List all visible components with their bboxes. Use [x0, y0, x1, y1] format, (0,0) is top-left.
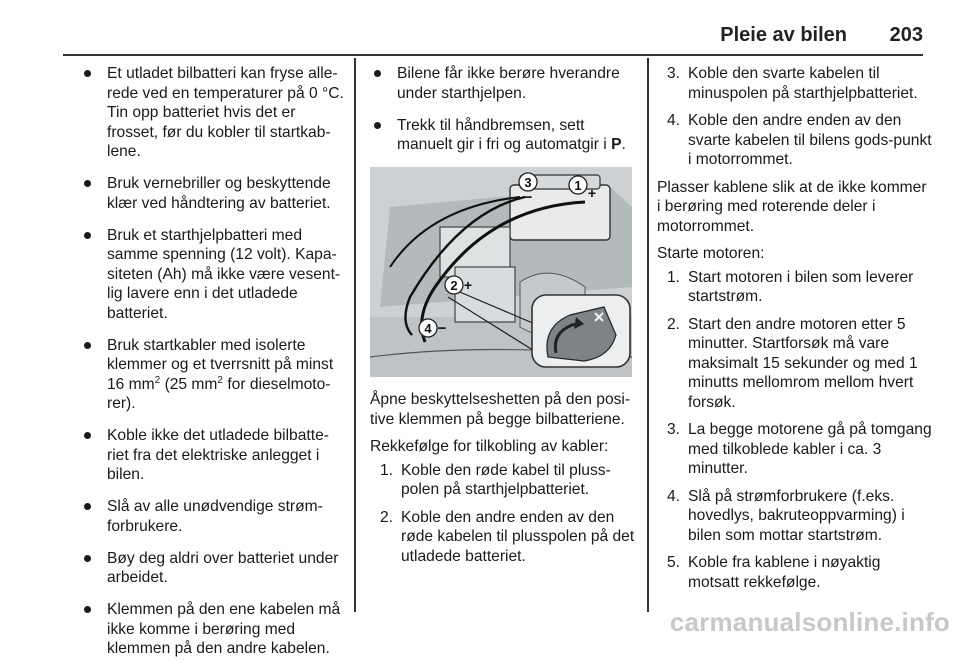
figure-caption: Åpne beskyttelseshetten på den posi-tive klemmen på begge bilbatteriene. [370, 391, 631, 428]
figure-label-4: 4 [424, 321, 432, 336]
step-number: 2. [380, 508, 394, 526]
start-heading: Starte motoren: [657, 245, 765, 262]
figure-label-1: 1 [574, 178, 582, 193]
list-item [80, 336, 348, 414]
step-number: 1. [667, 268, 681, 286]
connection-steps-cont [663, 64, 933, 170]
list-item [663, 268, 933, 307]
column-divider-1 [354, 58, 356, 612]
list-item-text: for dieselmoto-rer). [107, 375, 331, 412]
list-item [663, 315, 933, 413]
connection-steps [376, 461, 638, 567]
list-item [663, 111, 933, 170]
list-item [376, 508, 638, 567]
step-text: Start motoren i bilen som leverer startstrøm. [688, 268, 914, 305]
step-number: 5. [667, 554, 681, 571]
gear-letter: P [611, 136, 622, 153]
list-item: Bruk vernebriller og beskyttende klær ved håndtering av batteriet. [80, 174, 348, 213]
figure-label-3: 3 [524, 175, 532, 190]
list-item: Bøy deg aldri over batteriet under arbeidet. [80, 549, 348, 588]
plus-mark: + [587, 185, 597, 201]
step-text: Koble den svarte kabelen til minuspolen på starthjelpbatteriet. [688, 65, 918, 102]
column-1 [80, 64, 348, 671]
step-text: Slå på strømforbrukere (f.eks. hovedlys, bakruteoppvarming) i bilen som mottar startstrøm. [688, 487, 905, 544]
step-text: La begge motorene gå på tomgang med tilkoblede kabler i ca. 3 minutter. [688, 421, 932, 477]
step-number: 4. [667, 112, 681, 129]
cable-placement-note: Plasser kablene slik at de ikke kommer i berøring med roterende deler i motorrommet. [657, 178, 927, 235]
list-item-text: . [621, 136, 626, 153]
precautions-list [80, 64, 348, 659]
header-rule [63, 54, 923, 56]
step-text: Koble den røde kabel til pluss-polen på starthjelpbatteriet. [401, 461, 611, 498]
sequence-heading: Rekkefølge for tilkobling av kabler: [370, 438, 609, 455]
list-item: Slå av alle unødvendige strøm-forbrukere. [80, 497, 348, 536]
column-3 [657, 64, 933, 600]
list-item: Bilene får ikke berøre hverandre under starthjelpen. [370, 64, 638, 103]
precautions-list-cont [370, 64, 638, 155]
list-item [663, 420, 933, 479]
step-text: Koble den andre enden av den svarte kabelen til bilens gods-punkt i motorrommet. [688, 112, 932, 168]
list-item-text: (25 mm [160, 375, 218, 393]
list-item [663, 64, 933, 103]
list-item [663, 553, 933, 592]
list-item [663, 487, 933, 546]
step-number: 2. [667, 315, 681, 333]
step-number: 3. [667, 421, 681, 438]
engine-bay-illustration [370, 167, 632, 377]
list-item: Bruk et starthjelpbatteri med samme spenning (12 volt). Kapa-siteten (Ah) må ikke være vesent-lig lavere enn i det utladede batteriet. [80, 226, 348, 324]
plus-mark: + [463, 277, 473, 293]
watermark: carmanualsonline.info [669, 607, 950, 637]
list-item: Et utladet bilbatteri kan fryse alle-rede ved en temperaturer på 0 °C. Tin opp batteriet hvis det er frosset, før du kobler til startkab-lene. [80, 64, 348, 162]
step-text: Koble fra kablene i nøyaktig motsatt rekkefølge. [688, 554, 881, 591]
step-number: 1. [380, 461, 394, 479]
minus-mark: − [437, 320, 447, 337]
column-2 [370, 64, 638, 574]
page-header [0, 0, 960, 56]
column-divider-2 [647, 58, 649, 612]
start-steps [663, 268, 933, 593]
step-number: 4. [667, 487, 681, 505]
page-number: 203 [889, 24, 923, 46]
section-title: Pleie av bilen [720, 24, 847, 46]
list-item-text: Trekk til håndbremsen, sett manuelt gir i fri og automatgir i [397, 116, 612, 153]
minus-mark: − [523, 189, 533, 206]
superscript: 2 [154, 374, 161, 386]
list-item: Koble ikke det utladede bilbatte-riet fra det elektriske anlegget i bilen. [80, 426, 348, 485]
figure-label-2: 2 [450, 278, 458, 293]
list-item [376, 461, 638, 500]
superscript: 2 [217, 374, 223, 386]
step-text: Start den andre motoren etter 5 minutter. Startforsøk må vare maksimalt 15 sekunder og med 1 minutts mellomrom mellom hvert forsøk. [688, 315, 918, 411]
engine-bay-drawing [370, 167, 632, 377]
list-item [370, 116, 638, 155]
step-number: 3. [667, 65, 681, 82]
list-item: Klemmen på den ene kabelen må ikke komme i berøring med klemmen på den andre kabelen. [80, 600, 348, 659]
step-text: Koble den andre enden av den røde kabelen til plusspolen på det utladede batteriet. [401, 508, 635, 565]
list-item-text: Bruk startkabler med isolerte klemmer og et tverrsnitt på minst 16 mm [107, 336, 334, 393]
